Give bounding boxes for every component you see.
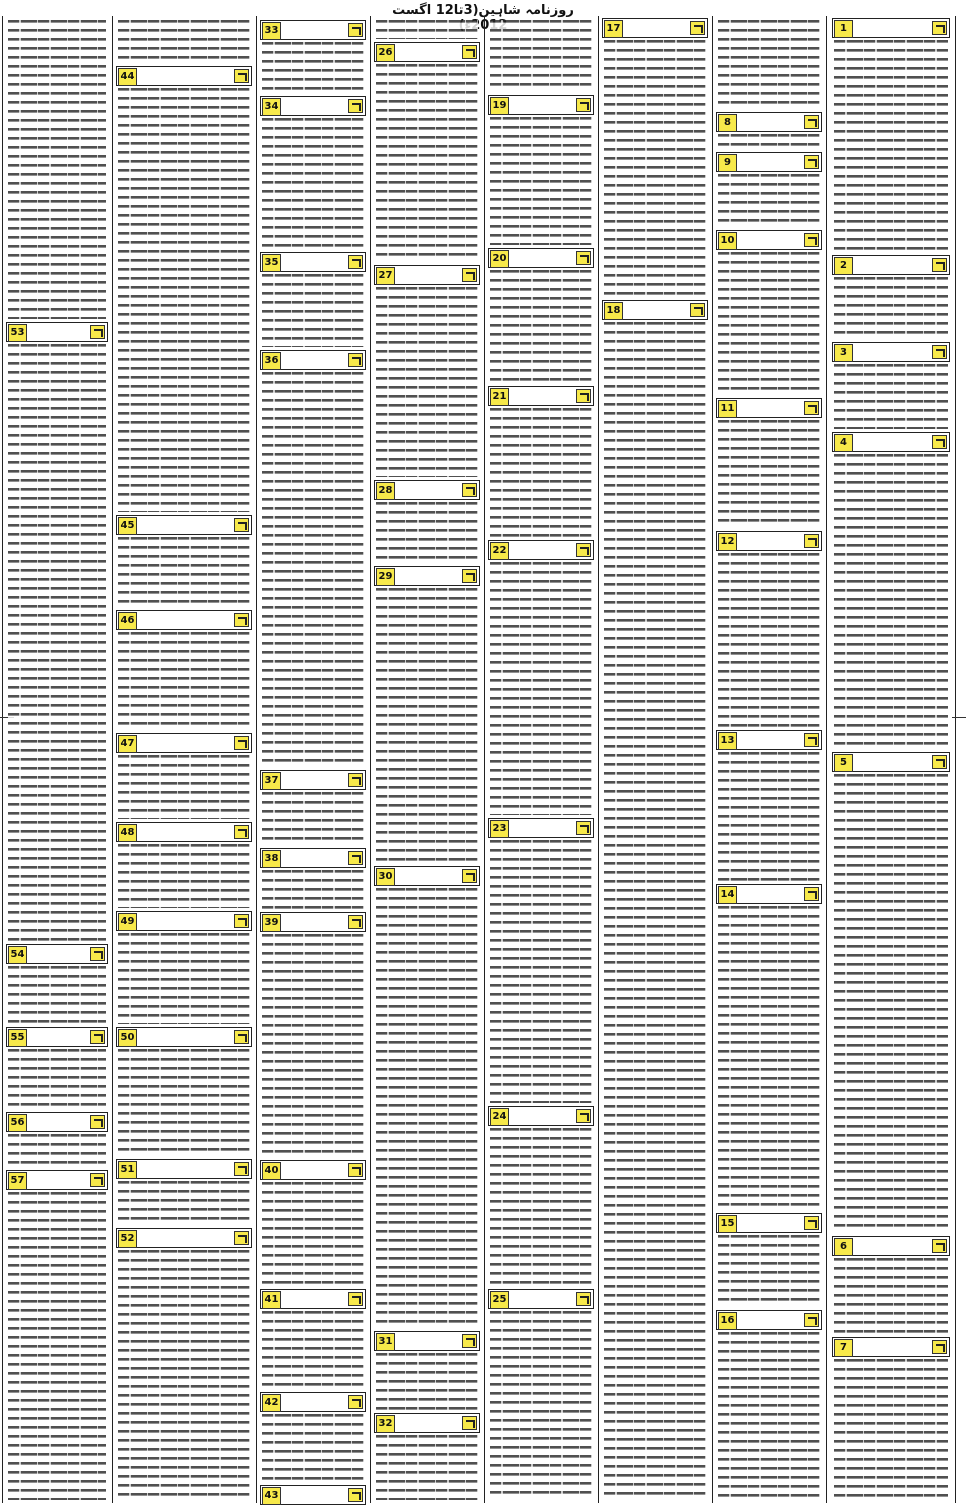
article-text bbox=[718, 20, 820, 109]
article-text bbox=[8, 966, 106, 1024]
article-text bbox=[118, 1181, 250, 1225]
item-number: 49 bbox=[118, 913, 137, 931]
article-text bbox=[376, 1353, 478, 1410]
item-header-43 bbox=[260, 1485, 366, 1505]
item-header-34 bbox=[260, 96, 366, 116]
item-tag-icon bbox=[690, 21, 705, 35]
item-tag-icon bbox=[462, 569, 477, 583]
article-text bbox=[118, 20, 250, 63]
article-text bbox=[376, 888, 478, 1328]
item-number: 41 bbox=[262, 1291, 281, 1309]
item-tag-icon bbox=[348, 1395, 363, 1409]
item-header-18 bbox=[602, 300, 708, 320]
item-tag-icon bbox=[234, 1231, 249, 1245]
item-header-48 bbox=[116, 822, 252, 842]
item-header-12 bbox=[716, 531, 822, 551]
item-number: 12 bbox=[718, 533, 737, 551]
item-number: 9 bbox=[718, 154, 737, 172]
item-tag-icon bbox=[932, 1239, 947, 1253]
item-tag-icon bbox=[804, 887, 819, 901]
item-tag-icon bbox=[932, 21, 947, 35]
article-text bbox=[834, 1258, 948, 1334]
item-header-2 bbox=[832, 255, 950, 275]
item-header-9 bbox=[716, 152, 822, 172]
article-text bbox=[490, 1311, 592, 1500]
article-text bbox=[604, 40, 706, 297]
item-header-39 bbox=[260, 912, 366, 932]
article-text bbox=[376, 287, 478, 477]
article-text bbox=[834, 454, 948, 749]
item-tag-icon bbox=[462, 1334, 477, 1348]
item-tag-icon bbox=[576, 821, 591, 835]
item-number: 35 bbox=[262, 254, 281, 272]
item-number: 43 bbox=[262, 1487, 281, 1505]
item-header-10 bbox=[716, 230, 822, 250]
item-number: 17 bbox=[604, 20, 623, 38]
item-header-49 bbox=[116, 911, 252, 931]
article-text bbox=[718, 134, 820, 149]
item-tag-icon bbox=[932, 755, 947, 769]
item-header-4 bbox=[832, 432, 950, 452]
item-tag-icon bbox=[234, 736, 249, 750]
item-tag-icon bbox=[690, 303, 705, 317]
item-tag-icon bbox=[234, 1030, 249, 1044]
item-header-55 bbox=[6, 1027, 108, 1047]
article-text bbox=[262, 42, 364, 93]
item-header-1 bbox=[832, 18, 950, 38]
item-tag-icon bbox=[348, 23, 363, 37]
item-tag-icon bbox=[462, 1416, 477, 1430]
item-number: 14 bbox=[718, 886, 737, 904]
item-header-52 bbox=[116, 1228, 252, 1248]
item-number: 15 bbox=[718, 1215, 737, 1233]
article-text bbox=[376, 1435, 478, 1500]
article-text bbox=[376, 64, 478, 262]
item-number: 56 bbox=[8, 1114, 27, 1132]
item-number: 8 bbox=[718, 114, 737, 132]
item-number: 27 bbox=[376, 267, 395, 285]
item-header-35 bbox=[260, 252, 366, 272]
item-header-17 bbox=[602, 18, 708, 38]
item-number: 24 bbox=[490, 1108, 509, 1126]
article-text bbox=[262, 792, 364, 845]
item-header-22 bbox=[488, 540, 594, 560]
item-header-5 bbox=[832, 752, 950, 772]
article-text bbox=[262, 118, 364, 249]
item-number: 4 bbox=[834, 434, 853, 452]
item-tag-icon bbox=[234, 518, 249, 532]
article-text bbox=[118, 933, 250, 1024]
item-number: 39 bbox=[262, 914, 281, 932]
item-tag-icon bbox=[234, 1162, 249, 1176]
article-text bbox=[834, 277, 948, 339]
article-text bbox=[718, 252, 820, 395]
item-number: 21 bbox=[490, 388, 509, 406]
item-tag-icon bbox=[348, 99, 363, 113]
article-text bbox=[118, 1250, 250, 1500]
item-header-19 bbox=[488, 95, 594, 115]
item-tag-icon bbox=[932, 258, 947, 272]
item-tag-icon bbox=[462, 45, 477, 59]
item-number: 16 bbox=[718, 1312, 737, 1330]
item-header-30 bbox=[374, 866, 480, 886]
item-header-25 bbox=[488, 1289, 594, 1309]
item-header-37 bbox=[260, 770, 366, 790]
item-number: 46 bbox=[118, 612, 137, 630]
item-tag-icon bbox=[576, 543, 591, 557]
article-text bbox=[8, 1192, 106, 1500]
item-tag-icon bbox=[234, 914, 249, 928]
item-number: 42 bbox=[262, 1394, 281, 1412]
item-tag-icon bbox=[576, 389, 591, 403]
masthead-title: روزنامہ شاہین(3تا12 اگست bbox=[392, 3, 574, 18]
item-header-54 bbox=[6, 944, 108, 964]
item-number: 2 bbox=[834, 257, 853, 275]
item-number: 10 bbox=[718, 232, 737, 250]
item-header-24 bbox=[488, 1106, 594, 1126]
item-header-26 bbox=[374, 42, 480, 62]
article-text bbox=[262, 870, 364, 909]
item-tag-icon bbox=[234, 69, 249, 83]
item-tag-icon bbox=[348, 1488, 363, 1502]
item-header-11 bbox=[716, 398, 822, 418]
item-number: 22 bbox=[490, 542, 509, 560]
article-text bbox=[118, 755, 250, 819]
item-number: 1 bbox=[834, 20, 853, 38]
item-header-31 bbox=[374, 1331, 480, 1351]
item-number: 19 bbox=[490, 97, 509, 115]
item-number: 55 bbox=[8, 1029, 27, 1047]
item-header-36 bbox=[260, 350, 366, 370]
item-header-42 bbox=[260, 1392, 366, 1412]
item-header-13 bbox=[716, 730, 822, 750]
item-number: 45 bbox=[118, 517, 137, 535]
item-tag-icon bbox=[348, 255, 363, 269]
item-number: 48 bbox=[118, 824, 137, 842]
article-text bbox=[834, 1359, 948, 1500]
item-header-7 bbox=[832, 1337, 950, 1357]
item-number: 5 bbox=[834, 754, 853, 772]
item-header-16 bbox=[716, 1310, 822, 1330]
article-text bbox=[118, 632, 250, 730]
article-text bbox=[262, 1182, 364, 1286]
article-text bbox=[262, 372, 364, 767]
article-text bbox=[8, 344, 106, 941]
item-tag-icon bbox=[348, 773, 363, 787]
article-text bbox=[718, 752, 820, 881]
article-text bbox=[490, 270, 592, 383]
article-text bbox=[118, 537, 250, 607]
item-tag-icon bbox=[348, 851, 363, 865]
item-tag-icon bbox=[462, 869, 477, 883]
article-text bbox=[262, 1414, 364, 1482]
item-number: 51 bbox=[118, 1161, 137, 1179]
item-number: 47 bbox=[118, 735, 137, 753]
item-tag-icon bbox=[348, 915, 363, 929]
item-number: 37 bbox=[262, 772, 281, 790]
item-tag-icon bbox=[90, 1173, 105, 1187]
item-header-47 bbox=[116, 733, 252, 753]
article-text bbox=[718, 553, 820, 727]
item-tag-icon bbox=[576, 251, 591, 265]
article-text bbox=[376, 502, 478, 563]
item-number: 40 bbox=[262, 1162, 281, 1180]
item-number: 30 bbox=[376, 868, 395, 886]
item-number: 44 bbox=[118, 68, 137, 86]
item-number: 28 bbox=[376, 482, 395, 500]
article-text bbox=[718, 174, 820, 227]
article-text bbox=[718, 906, 820, 1210]
item-number: 29 bbox=[376, 568, 395, 586]
item-header-32 bbox=[374, 1413, 480, 1433]
item-tag-icon bbox=[804, 233, 819, 247]
item-header-27 bbox=[374, 265, 480, 285]
item-header-15 bbox=[716, 1213, 822, 1233]
item-number: 32 bbox=[376, 1415, 395, 1433]
item-tag-icon bbox=[932, 1340, 947, 1354]
article-text bbox=[376, 20, 478, 39]
item-number: 23 bbox=[490, 820, 509, 838]
item-header-40 bbox=[260, 1160, 366, 1180]
item-header-29 bbox=[374, 566, 480, 586]
article-text bbox=[376, 588, 478, 863]
item-number: 53 bbox=[8, 324, 27, 342]
article-text bbox=[490, 408, 592, 537]
item-tag-icon bbox=[90, 947, 105, 961]
item-header-57 bbox=[6, 1170, 108, 1190]
article-text bbox=[834, 40, 948, 252]
item-tag-icon bbox=[90, 325, 105, 339]
item-header-56 bbox=[6, 1112, 108, 1132]
item-header-38 bbox=[260, 848, 366, 868]
article-text bbox=[834, 364, 948, 429]
item-tag-icon bbox=[804, 155, 819, 169]
article-text bbox=[118, 844, 250, 908]
item-header-23 bbox=[488, 818, 594, 838]
item-tag-icon bbox=[576, 1292, 591, 1306]
item-header-41 bbox=[260, 1289, 366, 1309]
article-text bbox=[490, 562, 592, 815]
article-text bbox=[118, 1049, 250, 1156]
article-text bbox=[8, 1049, 106, 1109]
item-header-6 bbox=[832, 1236, 950, 1256]
item-header-21 bbox=[488, 386, 594, 406]
item-header-8 bbox=[716, 112, 822, 132]
item-tag-icon bbox=[90, 1030, 105, 1044]
article-text bbox=[718, 1235, 820, 1307]
item-number: 34 bbox=[262, 98, 281, 116]
item-tag-icon bbox=[462, 268, 477, 282]
item-tag-icon bbox=[234, 613, 249, 627]
item-header-20 bbox=[488, 248, 594, 268]
article-text bbox=[262, 1311, 364, 1389]
item-number: 50 bbox=[118, 1029, 137, 1047]
article-text bbox=[8, 1134, 106, 1167]
item-tag-icon bbox=[804, 733, 819, 747]
article-text bbox=[490, 117, 592, 245]
item-tag-icon bbox=[804, 534, 819, 548]
item-tag-icon bbox=[804, 115, 819, 129]
item-tag-icon bbox=[576, 98, 591, 112]
item-tag-icon bbox=[348, 1163, 363, 1177]
item-header-45 bbox=[116, 515, 252, 535]
item-header-28 bbox=[374, 480, 480, 500]
item-number: 11 bbox=[718, 400, 737, 418]
item-number: 38 bbox=[262, 850, 281, 868]
item-number: 36 bbox=[262, 352, 281, 370]
item-tag-icon bbox=[932, 435, 947, 449]
article-text bbox=[490, 1128, 592, 1286]
item-header-44 bbox=[116, 66, 252, 86]
item-number: 3 bbox=[834, 344, 853, 362]
article-text bbox=[718, 1332, 820, 1500]
item-header-51 bbox=[116, 1159, 252, 1179]
article-text bbox=[834, 774, 948, 1233]
item-number: 7 bbox=[834, 1339, 853, 1357]
article-text bbox=[262, 274, 364, 347]
item-header-3 bbox=[832, 342, 950, 362]
item-header-46 bbox=[116, 610, 252, 630]
article-text bbox=[8, 20, 106, 319]
item-tag-icon bbox=[90, 1115, 105, 1129]
item-header-14 bbox=[716, 884, 822, 904]
item-tag-icon bbox=[804, 1313, 819, 1327]
item-tag-icon bbox=[234, 825, 249, 839]
item-tag-icon bbox=[576, 1109, 591, 1123]
item-header-50 bbox=[116, 1027, 252, 1047]
item-tag-icon bbox=[462, 483, 477, 497]
item-number: 52 bbox=[118, 1230, 137, 1248]
item-number: 20 bbox=[490, 250, 509, 268]
item-number: 18 bbox=[604, 302, 623, 320]
item-tag-icon bbox=[348, 1292, 363, 1306]
item-number: 26 bbox=[376, 44, 395, 62]
article-text bbox=[604, 322, 706, 1500]
item-number: 13 bbox=[718, 732, 737, 750]
item-tag-icon bbox=[932, 345, 947, 359]
item-number: 33 bbox=[262, 22, 281, 40]
item-tag-icon bbox=[348, 353, 363, 367]
article-text bbox=[718, 420, 820, 528]
article-text bbox=[118, 88, 250, 512]
item-number: 31 bbox=[376, 1333, 395, 1351]
item-number: 57 bbox=[8, 1172, 27, 1190]
item-number: 25 bbox=[490, 1291, 509, 1309]
item-tag-icon bbox=[804, 1216, 819, 1230]
item-header-33 bbox=[260, 20, 366, 40]
fold-mark-right bbox=[952, 717, 966, 718]
article-text bbox=[490, 20, 592, 92]
article-text bbox=[262, 934, 364, 1157]
item-tag-icon bbox=[804, 401, 819, 415]
article-text bbox=[490, 840, 592, 1103]
item-number: 54 bbox=[8, 946, 27, 964]
item-header-53 bbox=[6, 322, 108, 342]
item-number: 6 bbox=[834, 1238, 853, 1256]
